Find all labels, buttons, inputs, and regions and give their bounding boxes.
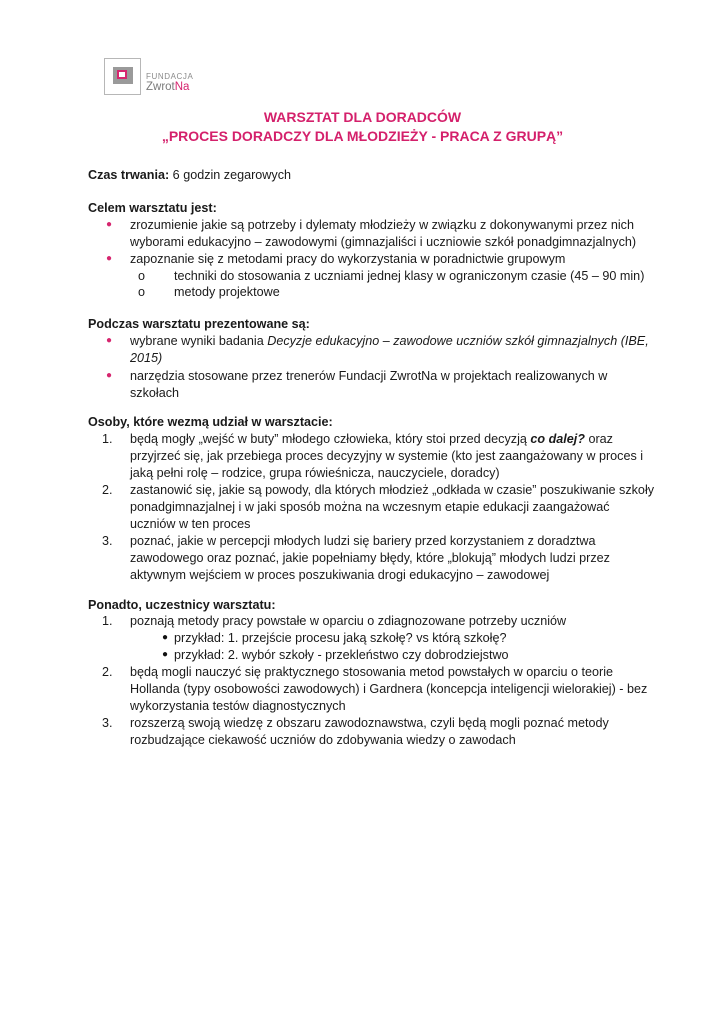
list-item: Hollanda (typy osobowości zawodowych) i Gardnera (koncepcja inteligencji wielorakiej) - bez xyxy=(130,682,648,696)
presented-list xyxy=(88,333,649,403)
list-item: przyjrzeć się, jak przebiega proces decyzyjny w systemie (kto jest zaangażowany w proces i xyxy=(130,449,644,463)
list-item: techniki do stosowania z uczniami jednej klasy w ograniczonym czasie (45 – 90 min) xyxy=(174,269,645,283)
list-item: 2015) xyxy=(130,351,163,365)
list-item: szkołach xyxy=(130,386,179,400)
duration-value: 6 godzin zegarowych xyxy=(169,168,291,182)
logo-name: ZwrotNa xyxy=(146,81,190,93)
logo-small-text: FUNDACJA xyxy=(146,72,194,81)
participants-list xyxy=(88,431,655,582)
list-item: poznać, jakie w percepcji młodych ludzi się bariery przed korzystaniem z doradztwa xyxy=(130,534,596,548)
list-item: zawodowego oraz poznać, jakie popełniamy błędy, które „blokują” młodych ludzi przez xyxy=(130,551,610,565)
list-item: metody projektowe xyxy=(174,285,280,299)
list-item: wykorzystania testów diagnostycznych xyxy=(130,699,346,713)
list-item: będą mogli nauczyć się praktycznego stosowania metod powstałych w oparciu o teorie xyxy=(130,665,614,679)
list-item: narzędzia stosowane przez trenerów Fundacji ZwrotNa w projektach realizowanych w xyxy=(130,369,608,383)
goal-list xyxy=(88,217,645,317)
moreover-list xyxy=(88,613,648,747)
goal-heading: Celem warsztatu jest: xyxy=(88,201,217,215)
list-item: przykład: 1. przejście procesu jaką szkołę? vs którą szkołę? xyxy=(174,631,507,645)
list-item: poznają metody pracy powstałe w oparciu o zdiagnozowane potrzeby uczniów xyxy=(130,614,567,628)
page-subtitle: „PROCES DORADCZY DLA MŁODZIEŻY - PRACA Z GRUPĄ” xyxy=(161,128,564,144)
fundacja-zwrotna-logo xyxy=(104,58,224,102)
bullet-icon: ● xyxy=(106,253,113,264)
list-item: ponadgimnazjalnej i w jaki sposób można na wczesnym etapie edukacji zaangażować xyxy=(130,500,610,514)
circle-bullet-icon: o xyxy=(138,269,146,283)
list-number: 2. xyxy=(102,483,113,497)
page-title: WARSZTAT DLA DORADCÓW xyxy=(263,109,462,125)
duration xyxy=(88,167,640,184)
presented-heading: Podczas warsztatu prezentowane są: xyxy=(88,317,310,331)
participants-heading: Osoby, które wezmą udział w warsztacie: xyxy=(88,415,333,429)
logo-mark-icon xyxy=(104,58,141,95)
bullet-icon: ● xyxy=(162,649,169,660)
list-item: uczniów w ten proces xyxy=(130,517,251,531)
list-item: zapoznanie się z metodami pracy do wykorzystania w poradnictwie grupowym xyxy=(130,252,566,266)
list-item: jaką pełni rolę – rodzice, grupa rówieśnicza, nauczyciele, doradcy) xyxy=(130,466,500,480)
list-number: 3. xyxy=(102,716,113,730)
list-item: rozbudzające ciekawość uczniów do zdobywania wiedzy o zawodach xyxy=(130,733,516,747)
list-item: będą mogły „wejść w buty” młodego człowieka, który stoi przed decyzją co dalej? oraz xyxy=(130,432,613,446)
duration-label: Czas trwania: xyxy=(88,168,170,182)
bullet-icon: ● xyxy=(106,335,113,346)
list-item: rozszerzą swoją wiedzę z obszaru zawodoznawstwa, czyli będą mogli poznać metody xyxy=(130,716,609,730)
list-item: wyborami edukacyjno – zawodowymi (gimnazjaliści i uczniowie szkół ponadgimnazjalnych) xyxy=(130,235,637,249)
bullet-icon: ● xyxy=(162,632,169,643)
list-number: 2. xyxy=(102,665,113,679)
circle-bullet-icon: o xyxy=(138,285,146,299)
list-number: 1. xyxy=(102,614,113,628)
bullet-icon: ● xyxy=(106,219,113,230)
list-item: wybrane wyniki badania Decyzje edukacyjno – zawodowe uczniów szkół gimnazjalnych (IBE, xyxy=(130,334,649,348)
list-item: zastanowić się, jakie są powody, dla których młodzież „odkłada w czasie” poszukiwanie szkoły xyxy=(130,483,655,497)
bullet-icon: ● xyxy=(106,370,113,381)
list-number: 3. xyxy=(102,534,113,548)
moreover-heading: Ponadto, uczestnicy warsztatu: xyxy=(88,598,276,612)
list-number: 1. xyxy=(102,432,113,446)
list-item: zrozumienie jakie są potrzeby i dylematy młodzieży w związku z dokonywanymi przez nich xyxy=(130,218,634,232)
list-item: przykład: 2. wybór szkoły - przekleństwo czy dobrodziejstwo xyxy=(174,648,509,662)
list-item: aktywnym wejściem w proces poszukiwania drogi edukacyjno – zawodowej xyxy=(130,568,550,582)
